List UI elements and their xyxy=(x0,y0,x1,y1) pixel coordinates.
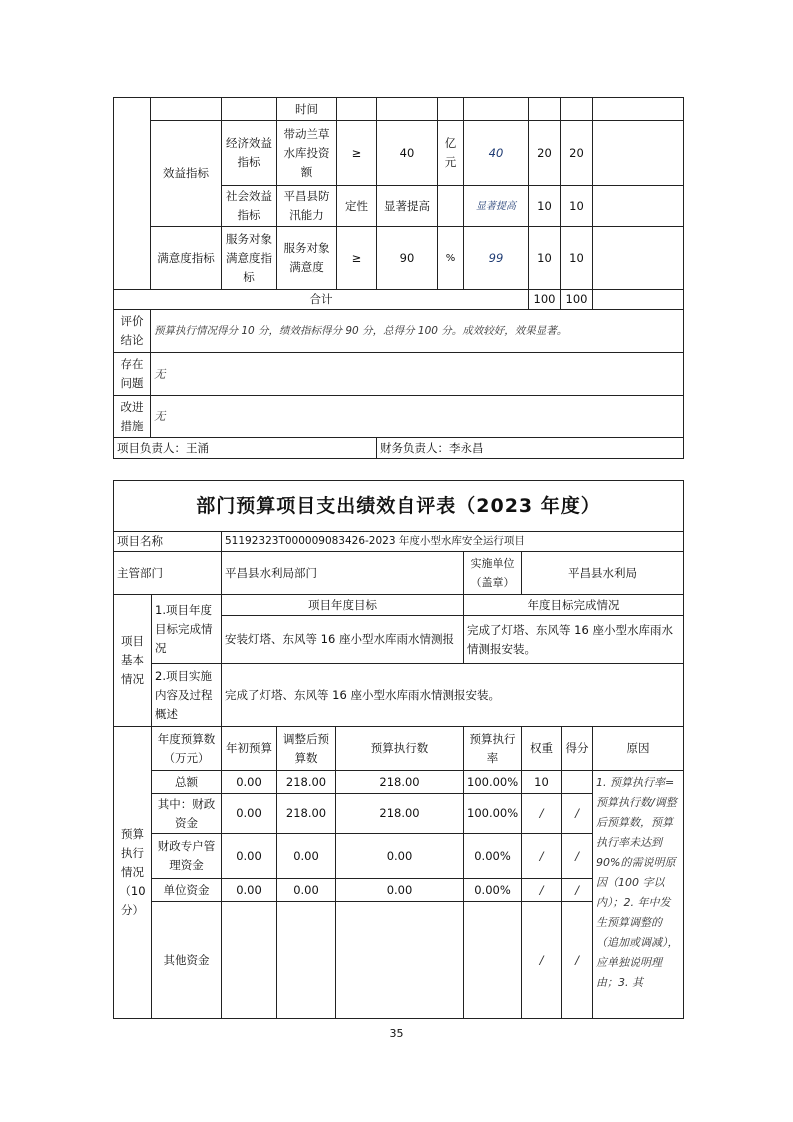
weight: / xyxy=(522,794,562,834)
satisfaction-indicator-label: 满意度指标 xyxy=(151,227,222,290)
budget-header: 原因 xyxy=(593,727,684,771)
initial-budget: 0.00 xyxy=(222,794,277,834)
execution-rate xyxy=(464,902,522,1019)
impl-unit-label: 实施单位（盖章） xyxy=(464,552,522,595)
sub-indicator: 经济效益指标 xyxy=(222,121,277,186)
cell xyxy=(151,98,222,121)
problems-text: 无 xyxy=(151,353,684,396)
actual-value: 显著提高 xyxy=(464,186,529,227)
benefit-indicator-label: 效益指标 xyxy=(151,121,222,227)
adjusted-budget: 0.00 xyxy=(277,834,336,879)
fund-name: 其他资金 xyxy=(152,902,222,1019)
fund-name: 其中：财政资金 xyxy=(152,794,222,834)
initial-budget: 0.00 xyxy=(222,879,277,902)
unit: 亿元 xyxy=(438,121,464,186)
budget-header: 预算执行数 xyxy=(336,727,464,771)
weight: / xyxy=(522,834,562,879)
done-header: 年度目标完成情况 xyxy=(464,595,684,616)
page-number: 35 xyxy=(389,1027,404,1040)
measures-text: 无 xyxy=(151,396,684,438)
impl-unit-value: 平昌县水利局 xyxy=(522,552,684,595)
adjusted-budget: 0.00 xyxy=(277,879,336,902)
project-lead: 项目负责人：王涌 xyxy=(114,438,377,459)
finance-lead: 财务负责人：李永昌 xyxy=(377,438,684,459)
measures-label: 改进措施 xyxy=(114,396,151,438)
operator: 定性 xyxy=(337,186,377,227)
dept-label: 主管部门 xyxy=(114,552,222,595)
cell xyxy=(222,98,277,121)
target-value: 90 xyxy=(377,227,438,290)
indicator-name: 服务对象满意度 xyxy=(277,227,337,290)
indicator-name: 带动兰草水库投资额 xyxy=(277,121,337,186)
executed-budget xyxy=(336,902,464,1019)
executed-budget: 218.00 xyxy=(336,794,464,834)
budget-header: 预算执行率 xyxy=(464,727,522,771)
reason xyxy=(593,121,684,186)
done-text: 完成了灯塔、东风等 16 座小型水库雨水情测报安装。 xyxy=(464,616,684,664)
total-weight: 100 xyxy=(529,290,561,310)
budget-header: 年度预算数（万元） xyxy=(152,727,222,771)
target-value: 显著提高 xyxy=(377,186,438,227)
executed-budget: 0.00 xyxy=(336,834,464,879)
execution-rate: 0.00% xyxy=(464,879,522,902)
weight: / xyxy=(522,902,562,1019)
budget-label: 预算执行情况（10分） xyxy=(114,727,152,1019)
executed-budget: 218.00 xyxy=(336,771,464,794)
sub-indicator: 社会效益指标 xyxy=(222,186,277,227)
adjusted-budget: 218.00 xyxy=(277,794,336,834)
impl-content-text: 完成了灯塔、东风等 16 座小型水库雨水情测报安装。 xyxy=(222,664,684,727)
adjusted-budget: 218.00 xyxy=(277,771,336,794)
performance-indicator-table xyxy=(113,97,684,459)
conclusion-text: 预算执行情况得分 10 分，绩效指标得分 90 分，总得分 100 分。成效较好，效果显著。 xyxy=(151,310,684,353)
fund-name: 总额 xyxy=(152,771,222,794)
budget-header: 调整后预算数 xyxy=(277,727,336,771)
score: / xyxy=(562,834,593,879)
budget-header: 得分 xyxy=(562,727,593,771)
weight: 20 xyxy=(529,121,561,186)
weight: 10 xyxy=(529,186,561,227)
score: 10 xyxy=(561,186,593,227)
total-score: 100 xyxy=(561,290,593,310)
reason xyxy=(593,227,684,290)
impl-content-label: 2.项目实施内容及过程概述 xyxy=(152,664,222,727)
goal-header: 项目年度目标 xyxy=(222,595,464,616)
score: / xyxy=(562,902,593,1019)
actual-value: 99 xyxy=(464,227,529,290)
execution-rate: 100.00% xyxy=(464,794,522,834)
unit xyxy=(438,186,464,227)
initial-budget: 0.00 xyxy=(222,834,277,879)
executed-budget: 0.00 xyxy=(336,879,464,902)
adjusted-budget xyxy=(277,902,336,1019)
score: / xyxy=(562,794,593,834)
operator: ≥ xyxy=(337,121,377,186)
fund-name: 财政专户管理资金 xyxy=(152,834,222,879)
dept-value: 平昌县水利局部门 xyxy=(222,552,464,595)
total-label: 合计 xyxy=(114,290,529,310)
self-evaluation-table xyxy=(113,480,684,1019)
sub-indicator: 服务对象满意度指标 xyxy=(222,227,277,290)
fund-name: 单位资金 xyxy=(152,879,222,902)
project-name: 51192323T000009083426-2023 年度小型水库安全运行项目 xyxy=(222,532,684,552)
weight: 10 xyxy=(529,227,561,290)
execution-rate: 100.00% xyxy=(464,771,522,794)
execution-rate: 0.00% xyxy=(464,834,522,879)
goal-label: 1.项目年度目标完成情况 xyxy=(152,595,222,664)
score: 20 xyxy=(561,121,593,186)
problems-label: 存在问题 xyxy=(114,353,151,396)
weight: / xyxy=(522,879,562,902)
score: 10 xyxy=(561,227,593,290)
actual-value: 40 xyxy=(464,121,529,186)
operator: ≥ xyxy=(337,227,377,290)
score: / xyxy=(562,879,593,902)
indicator-name: 时间 xyxy=(277,98,337,121)
reason-text: 1. 预算执行率=预算执行数/调整后预算数，预算执行率未达到 90%的需说明原因（100 字以内）；2. 年中发生预算调整的（追加或调减），应单独说明理由；3. 其 xyxy=(593,771,684,1019)
initial-budget xyxy=(222,902,277,1019)
budget-header: 权重 xyxy=(522,727,562,771)
target-value: 40 xyxy=(377,121,438,186)
score xyxy=(562,771,593,794)
reason xyxy=(593,186,684,227)
basic-info-label: 项目基本情况 xyxy=(114,595,152,727)
conclusion-label: 评价结论 xyxy=(114,310,151,353)
unit: % xyxy=(438,227,464,290)
budget-header: 年初预算 xyxy=(222,727,277,771)
project-name-label: 项目名称 xyxy=(114,532,222,552)
initial-budget: 0.00 xyxy=(222,771,277,794)
form-title: 部门预算项目支出绩效自评表（2023 年度） xyxy=(114,481,684,532)
weight: 10 xyxy=(522,771,562,794)
indicator-group-cell xyxy=(114,98,151,290)
goal-text: 安装灯塔、东风等 16 座小型水库雨水情测报 xyxy=(222,616,464,664)
indicator-name: 平昌县防汛能力 xyxy=(277,186,337,227)
